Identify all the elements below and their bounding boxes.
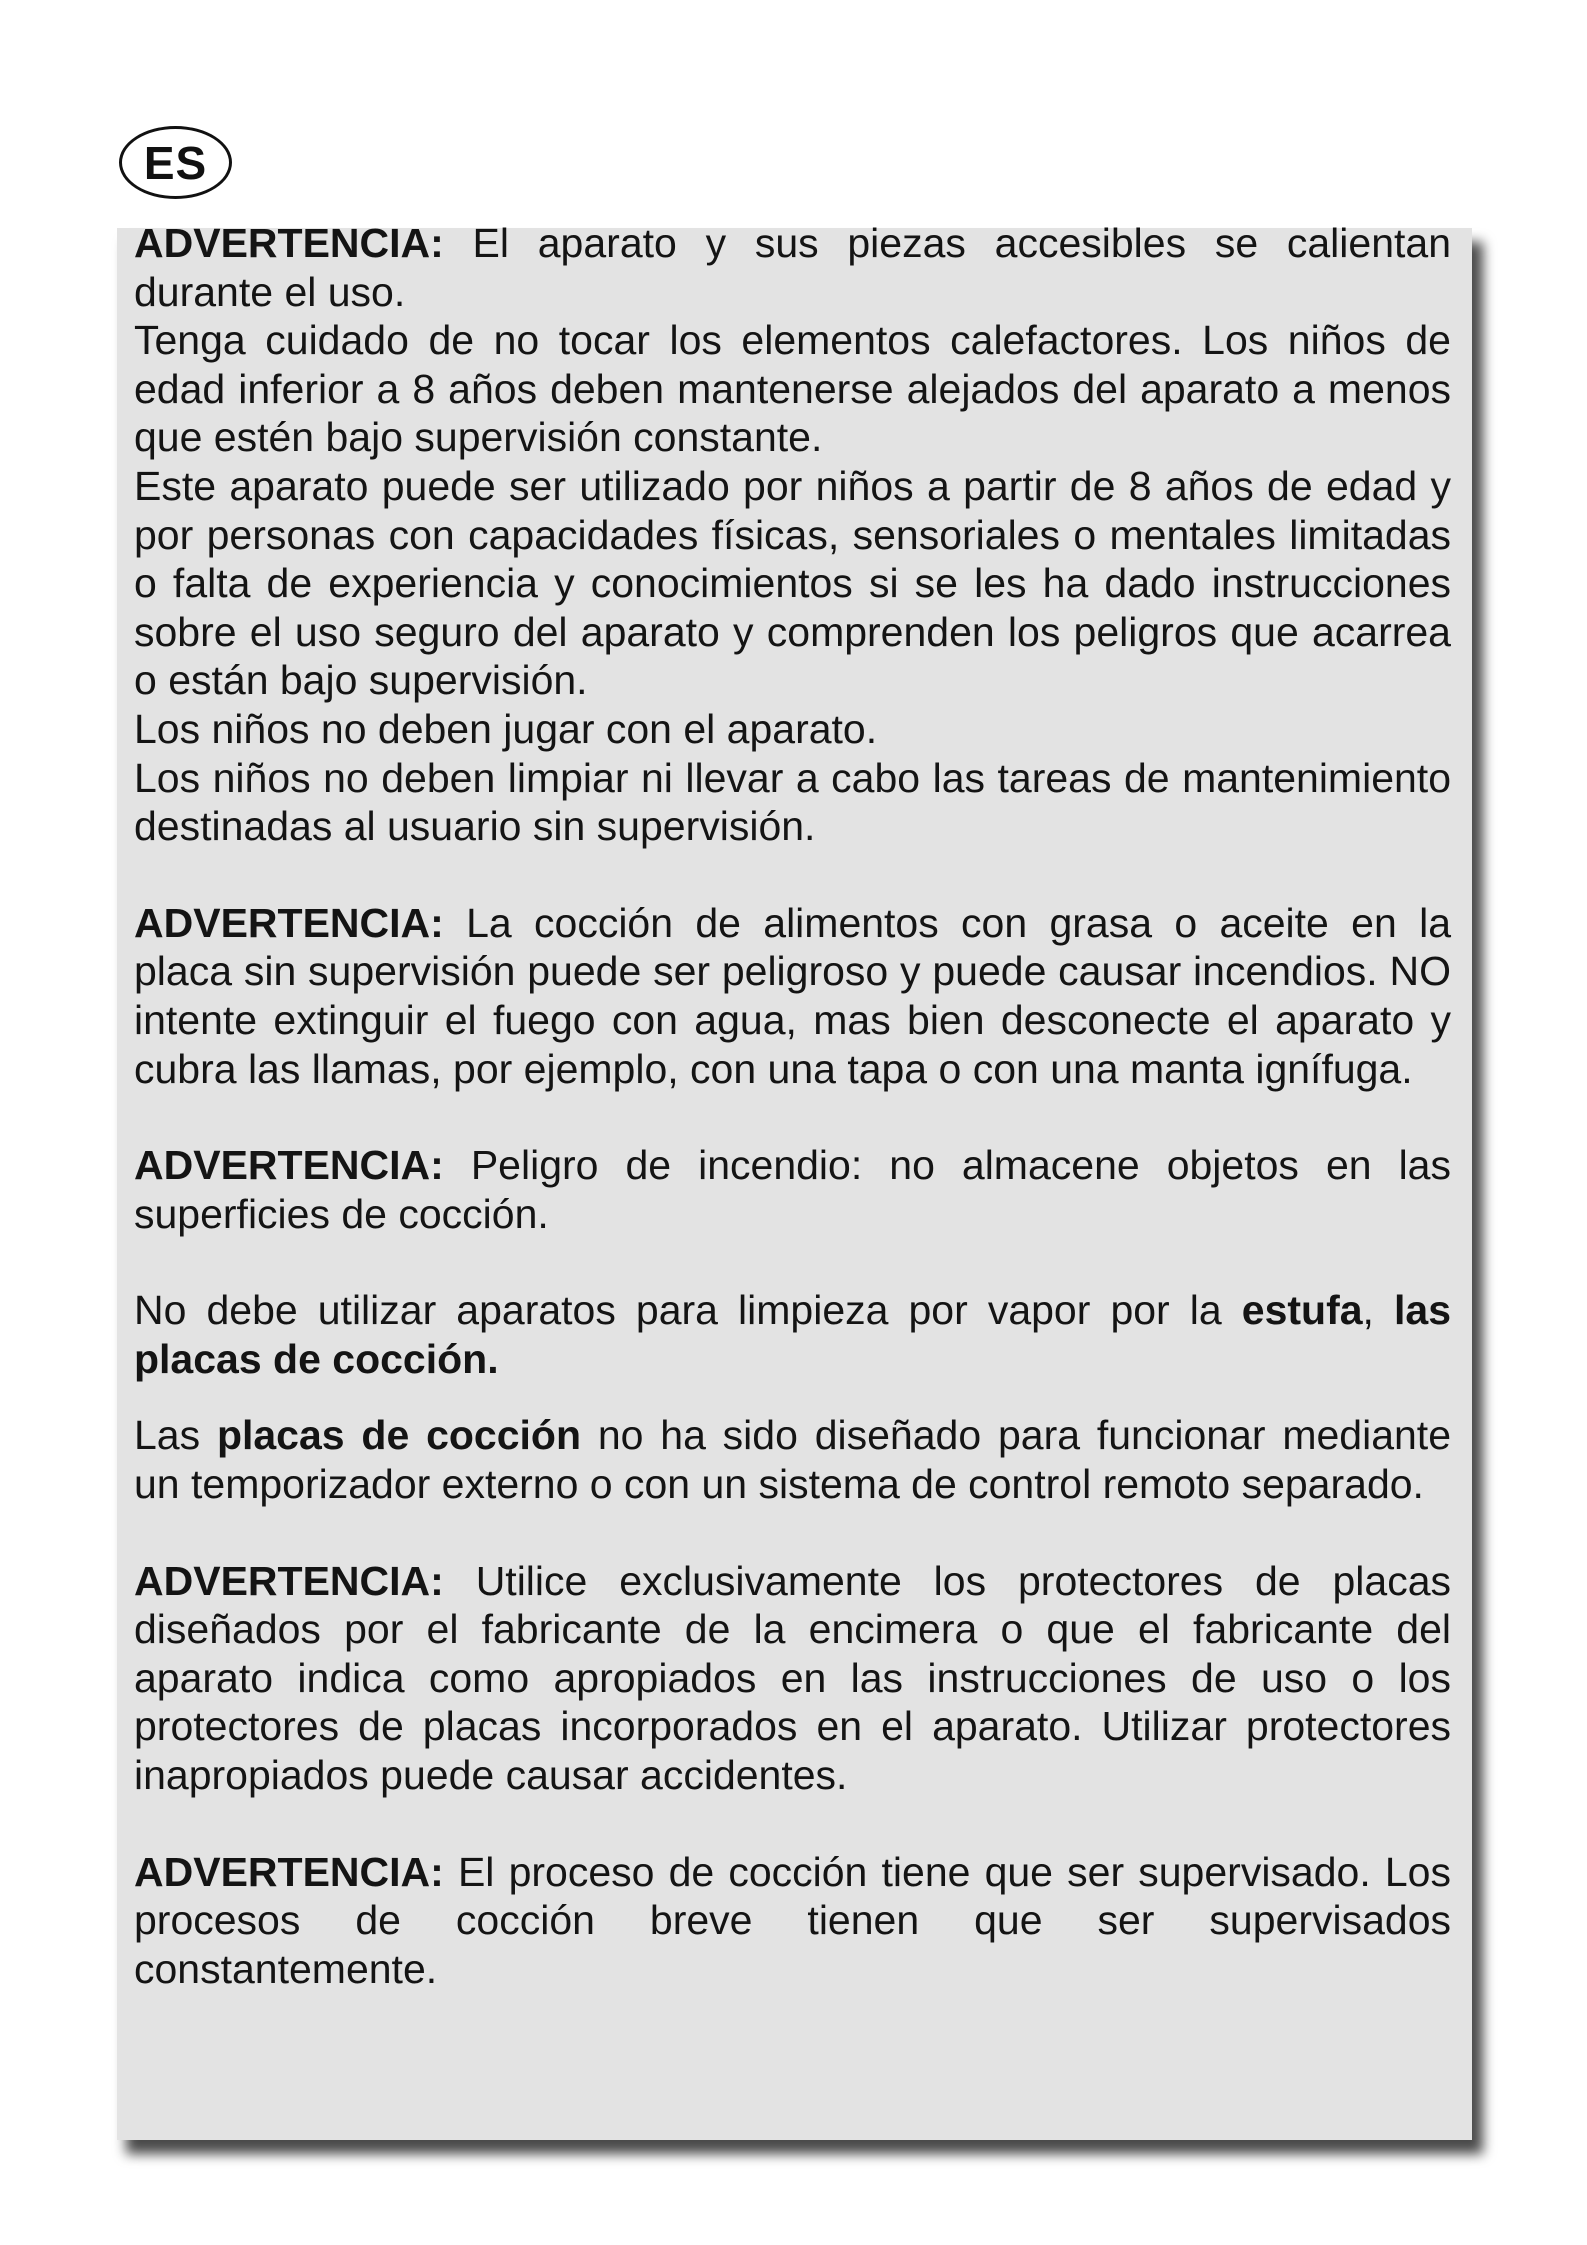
warning-label: ADVERTENCIA: (134, 1142, 444, 1189)
warning-label: ADVERTENCIA: (134, 1848, 444, 1895)
language-badge: ES (119, 126, 232, 199)
notice-steam-cleaning: No debe utilizar aparatos para limpieza por vapor por la estufa, las placas de cocción. (134, 1287, 1451, 1382)
warning-fire-storage: ADVERTENCIA: Peligro de incendio: no almacene objetos en las superficies de cocción. (134, 1142, 1451, 1237)
warning-children-usage: Este aparato puede ser utilizado por niños a partir de 8 años de edad y por personas con capacidades físicas, sensoriales o mentales limitadas o falta de experiencia y conocimientos si se les ha dado instrucciones sobre el uso seguro del aparato y comprenden los peligros que acarrea o están bajo supervisión. (134, 462, 1451, 704)
warning-label: ADVERTENCIA: (134, 899, 444, 946)
warning-hob-guards: ADVERTENCIA: Utilice exclusivamente los protectores de placas diseñados por el fabricante de la encimera o que el fabricante del aparato indica como apropiados en las instrucciones de uso o los protectores de placas incorporados en el aparato. Utilizar protectores inapropiados puede causar accidentes. (134, 1557, 1451, 1799)
warning-label: ADVERTENCIA: (134, 1557, 444, 1604)
warning-label: ADVERTENCIA: (134, 220, 444, 266)
warning-children-play: Los niños no deben jugar con el aparato. (134, 705, 878, 752)
warning-heating-elements: Tenga cuidado de no tocar los elementos calefactores. Los niños de edad inferior a 8 años deben mantenerse alejados del aparato a menos que estén bajo supervisión constante. (134, 317, 1451, 461)
warning-hot-surfaces: ADVERTENCIA: El aparato y sus piezas accesibles se calientan durante el uso. (134, 220, 1451, 315)
warning-content (134, 219, 1451, 1993)
warning-grease-fire: ADVERTENCIA: La cocción de alimentos con grasa o aceite en la placa sin supervisión puede ser peligroso y puede causar incendios. NO intente extinguir el fuego con agua, mas bien desconecte el aparato y cubra las llamas, por ejemplo, con una tapa o con una manta ignífuga. (134, 899, 1451, 1092)
warning-children-cleaning: Los niños no deben limpiar ni llevar a cabo las tareas de mantenimiento destinadas al usuario sin supervisión. (134, 754, 1451, 850)
notice-external-timer: Las placas de cocción no ha sido diseñado para funcionar mediante un temporizador externo o con un sistema de control remoto separado. (134, 1412, 1451, 1508)
warning-box (117, 220, 1472, 2140)
warning-supervision: ADVERTENCIA: El proceso de cocción tiene que ser supervisado. Los procesos de cocción breve tienen que ser supervisados constantemente. (134, 1848, 1451, 1992)
